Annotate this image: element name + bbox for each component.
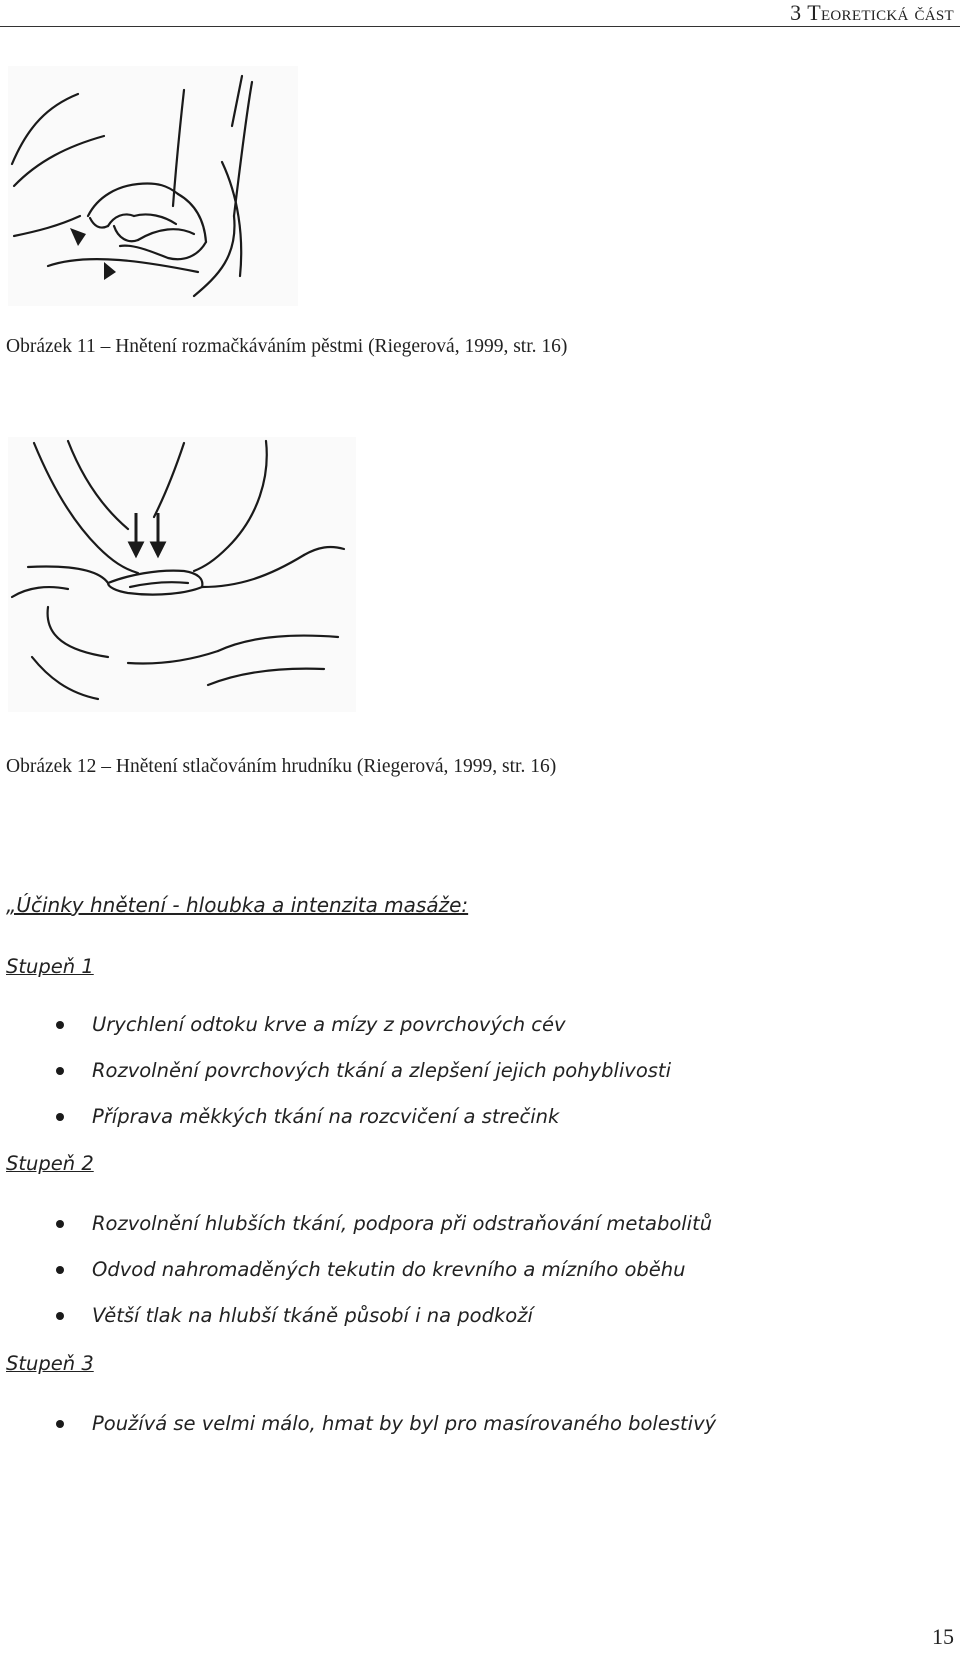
list-item — [56, 1059, 671, 1082]
figure-11-illustration — [8, 66, 298, 306]
list-item — [56, 1412, 716, 1435]
running-header — [0, 0, 960, 27]
figure-12-caption: Obrázek 12 – Hnětení stlačováním hrudníku (Riegerová, 1999, str. 16) — [6, 756, 557, 777]
bullet-icon — [56, 1067, 64, 1075]
chapter-number: 3 — [790, 0, 802, 25]
chapter-heading — [790, 0, 954, 26]
bullet-icon — [56, 1021, 64, 1029]
chest-compression-drawing — [8, 437, 356, 712]
list-item-text: Rozvolnění hlubších tkání, podpora při odstraňování metabolitů — [92, 1212, 713, 1235]
bullet-icon — [56, 1266, 64, 1274]
stage-1-label: Stupeň 1 — [6, 955, 94, 978]
chapter-title: Teoretická část — [807, 0, 954, 25]
list-item-text: Odvod nahromaděných tekutin do krevního a mízního oběhu — [92, 1258, 686, 1281]
page-number: 15 — [932, 1624, 954, 1649]
bullet-icon — [56, 1312, 64, 1320]
stage-3-label: Stupeň 3 — [6, 1352, 94, 1375]
list-item — [56, 1013, 566, 1036]
list-item-text: Větší tlak na hlubší tkáně působí i na podkoží — [92, 1304, 533, 1327]
section-heading: „Účinky hnětení - hloubka a intenzita masáže: — [6, 893, 469, 917]
list-item-text: Příprava měkkých tkání na rozcvičení a strečink — [92, 1105, 560, 1128]
bullet-icon — [56, 1113, 64, 1121]
list-item — [56, 1105, 559, 1128]
figure-12-illustration — [8, 437, 356, 712]
bullet-icon — [56, 1420, 64, 1428]
list-item — [56, 1304, 533, 1327]
fist-kneading-drawing — [8, 66, 298, 306]
figure-11-caption: Obrázek 11 – Hnětení rozmačkáváním pěstmi (Riegerová, 1999, str. 16) — [6, 336, 568, 357]
list-item-text: Používá se velmi málo, hmat by byl pro masírovaného bolestivý — [92, 1412, 717, 1435]
list-item-text: Rozvolnění povrchových tkání a zlepšení jejich pohyblivosti — [92, 1059, 671, 1082]
bullet-icon — [56, 1220, 64, 1228]
list-item — [56, 1212, 712, 1235]
stage-2-label: Stupeň 2 — [6, 1152, 94, 1175]
list-item-text: Urychlení odtoku krve a mízy z povrchových cév — [92, 1013, 566, 1036]
list-item — [56, 1258, 686, 1281]
